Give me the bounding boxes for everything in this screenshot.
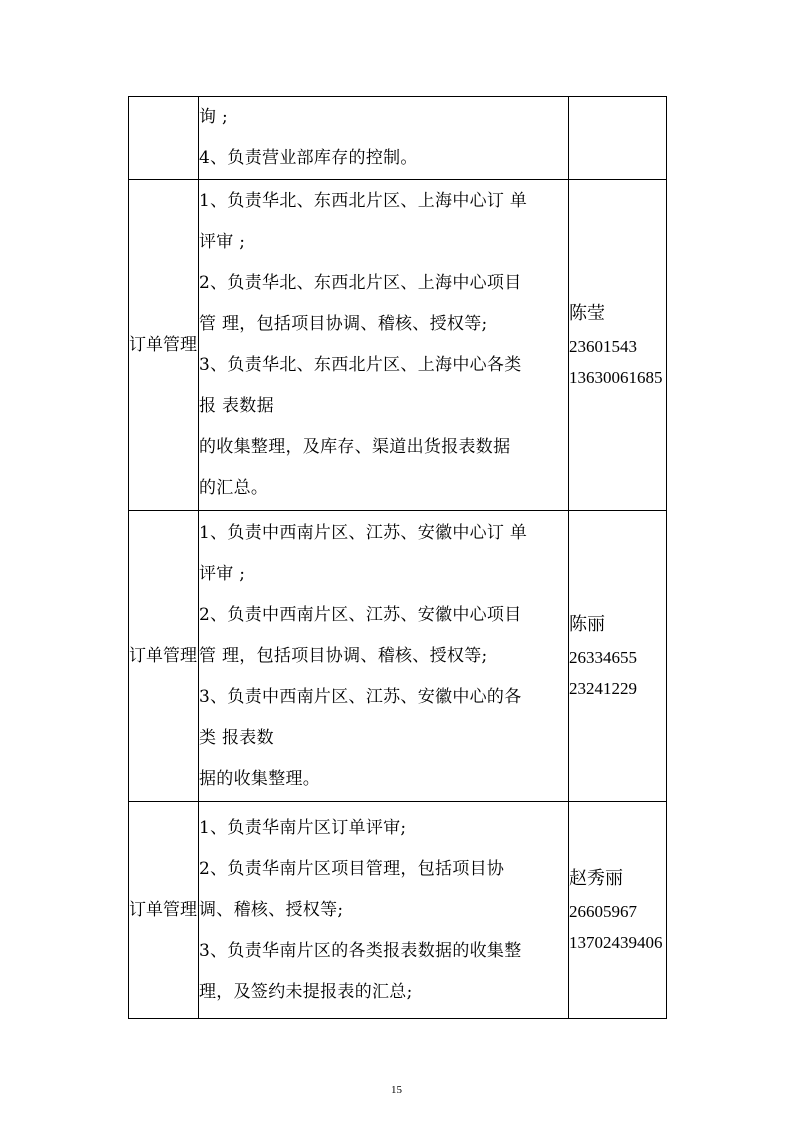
duty-line: 评审 ; — [199, 563, 246, 584]
responsibility-table — [128, 96, 667, 1019]
duties-cell — [199, 180, 569, 511]
duty-line: 管 理，包括项目协调、稽核、授权等; — [199, 314, 488, 334]
contact-phone: 26605967 — [569, 902, 637, 921]
duty-line: 询 ; — [199, 107, 229, 127]
contact-name: 赵秀丽 — [569, 868, 623, 889]
duty-line: 报 表数据 — [199, 396, 274, 416]
duty-line: 2、负责华北、东西北片区、上海中心项目 — [199, 273, 522, 293]
duty-line: 理，及签约未提报表的汇总; — [199, 981, 413, 1002]
table-row — [129, 802, 667, 1019]
contact-cell — [569, 511, 667, 802]
duty-line: 3、负责中西南片区、江苏、安徽中心的各 — [199, 686, 522, 707]
duties-cell — [199, 97, 569, 180]
duty-line: 评审 ; — [199, 232, 246, 252]
contact-name: 陈丽 — [569, 614, 605, 635]
role-cell: 订单管理 — [129, 511, 199, 802]
contact-cell — [569, 180, 667, 511]
duty-line: 2、负责华南片区项目管理，包括项目协 — [199, 858, 505, 879]
table-row — [129, 180, 667, 511]
duty-line: 1、负责华北、东西北片区、上海中心订 单 — [199, 191, 528, 211]
duty-line: 3、负责华北、东西北片区、上海中心各类 — [199, 355, 522, 375]
duty-line: 的收集整理，及库存、渠道出货报表数据 — [199, 437, 511, 457]
duty-line: 类 报表数 — [199, 727, 274, 748]
duty-line: 3、负责华南片区的各类报表数据的收集整 — [199, 940, 522, 961]
table-row — [129, 97, 667, 180]
duties-cell — [199, 511, 569, 802]
duties-cell — [199, 802, 569, 1019]
page-number: 15 — [391, 1084, 402, 1096]
duty-line: 调、稽核、授权等; — [199, 899, 344, 920]
duty-line: 1、负责中西南片区、江苏、安徽中心订 单 — [199, 522, 528, 543]
duty-line: 据的收集整理。 — [199, 768, 321, 789]
contact-cell — [569, 802, 667, 1019]
duty-line: 1、负责华南片区订单评审; — [199, 817, 407, 838]
role-cell: 订单管理 — [129, 802, 199, 1019]
contact-phone: 13630061685 — [569, 368, 663, 387]
duty-line: 4、负责营业部库存的控制。 — [199, 148, 418, 168]
duty-line: 2、负责中西南片区、江苏、安徽中心项目 — [199, 604, 522, 625]
contact-cell — [569, 97, 667, 180]
duty-line: 管 理，包括项目协调、稽核、授权等; — [199, 645, 488, 666]
contact-phone: 26334655 — [569, 648, 637, 667]
role-cell — [129, 97, 199, 180]
contact-phone: 23601543 — [569, 337, 637, 356]
contact-phone: 13702439406 — [569, 933, 663, 952]
role-cell: 订单管理 — [129, 180, 199, 511]
table-row — [129, 511, 667, 802]
contact-phone: 23241229 — [569, 679, 637, 698]
duty-line: 的汇总。 — [199, 478, 269, 498]
contact-name: 陈莹 — [569, 303, 605, 324]
